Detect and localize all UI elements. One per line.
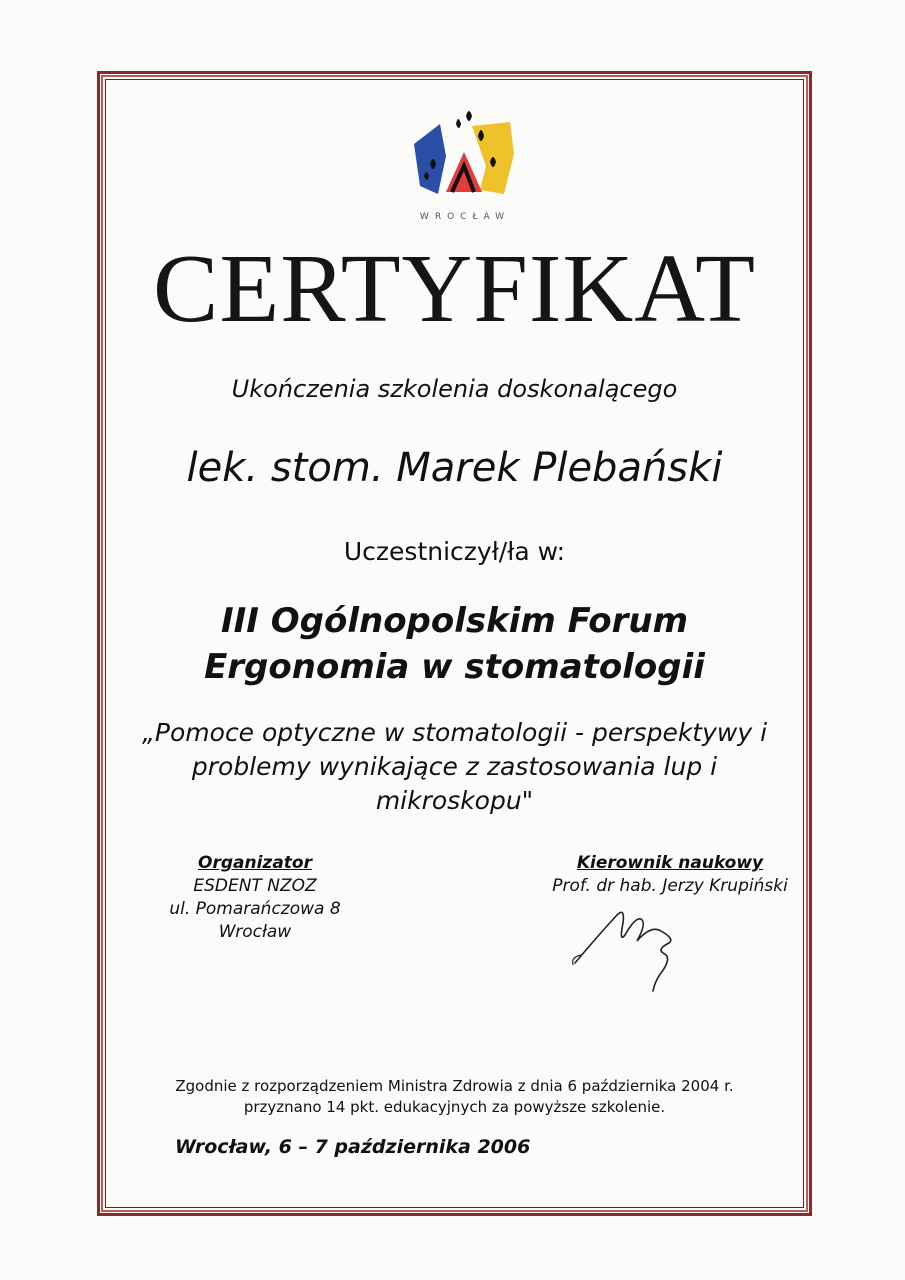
certificate-title: CERTYFIKAT [152, 235, 757, 343]
accreditation-note [105, 1076, 804, 1118]
signature-icon [565, 895, 705, 995]
organizer-heading: Organizator [198, 853, 312, 873]
note-line: przyznano 14 pkt. edukacyjnych za powyższe szkolenie. [243, 1098, 666, 1116]
topic-line: problemy wynikające z zastosowania lup i [191, 752, 718, 781]
topic-line: mikroskopu" [375, 786, 534, 815]
organizer-block [120, 852, 390, 944]
logo-caption: WROCŁAW [419, 212, 511, 222]
participation-label: Uczestniczył/ła w: [343, 537, 566, 566]
wroclaw-logo-icon [410, 106, 518, 206]
organizer-street: ul. Pomarańczowa 8 [169, 899, 341, 919]
scientific-lead-block [520, 852, 820, 898]
forum-title-line: III Ogólnopolskim Forum [220, 601, 689, 641]
forum-title-line: Ergonomia w stomatologii [204, 647, 705, 687]
event-date: Wrocław, 6 – 7 października 2006 [175, 1136, 531, 1158]
scientific-lead-heading: Kierownik naukowy [576, 853, 764, 873]
lecture-topic [125, 716, 784, 818]
recipient-name: lek. stom. Marek Plebański [186, 445, 723, 491]
organizer-city: Wrocław [218, 922, 292, 942]
topic-line: „Pomoce optyczne w stomatologii - perspektywy i [141, 718, 768, 747]
forum-title [105, 598, 804, 690]
scientific-lead-name: Prof. dr hab. Jerzy Krupiński [552, 876, 788, 896]
organizer-name: ESDENT NZOZ [193, 876, 317, 896]
note-line: Zgodnie z rozporządzeniem Ministra Zdrowia z dnia 6 października 2004 r. [175, 1077, 734, 1095]
certificate-subtitle: Ukończenia szkolenia doskonalącego [231, 375, 678, 403]
